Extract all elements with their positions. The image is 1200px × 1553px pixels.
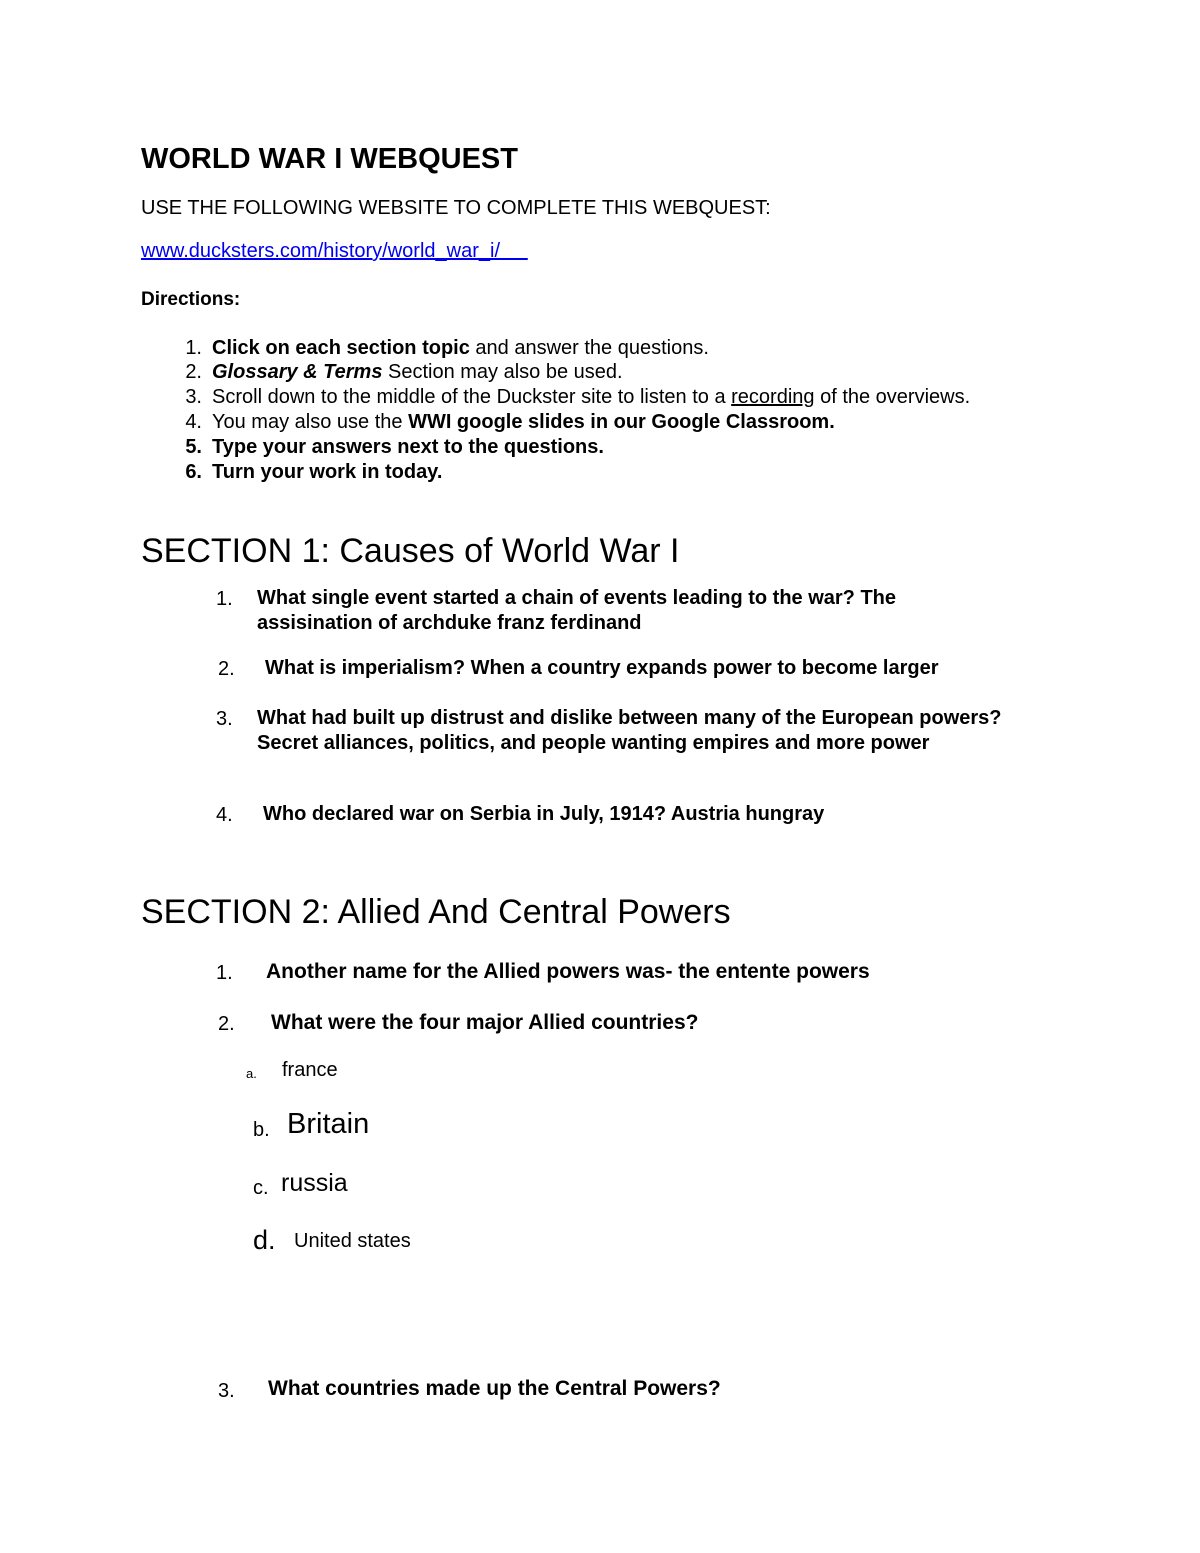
direction-number: 6.: [185, 461, 202, 483]
directions-heading: Directions:: [141, 289, 241, 310]
direction-item: [212, 411, 835, 434]
ducksters-link[interactable]: www.ducksters.com/history/world_war_i/: [141, 240, 528, 262]
country-answer: russia: [281, 1169, 348, 1197]
question-number: 2.: [218, 658, 235, 680]
direction-number: 1.: [185, 337, 202, 359]
question-text: Who declared war on Serbia in July, 1914? Austria hungray: [263, 803, 825, 825]
direction-number: 3.: [185, 386, 202, 408]
direction-underlined: recording: [731, 386, 815, 408]
section-2-title: SECTION 2: Allied And Central Powers: [141, 893, 731, 931]
direction-item: [212, 386, 970, 409]
direction-item: [212, 361, 623, 384]
country-letter: a.: [246, 1066, 257, 1081]
country-letter: c.: [253, 1177, 269, 1199]
question-number: 3.: [218, 1380, 235, 1402]
direction-text: and answer the questions.: [469, 337, 709, 359]
direction-text: You may also use the: [212, 411, 409, 433]
direction-emphasis: Glossary & Terms: [212, 361, 383, 383]
website-instruction: USE THE FOLLOWING WEBSITE TO COMPLETE THIS WEBQUEST:: [141, 197, 771, 219]
question-number: 2.: [218, 1013, 235, 1035]
question-number: 3.: [216, 708, 233, 730]
direction-item: Turn your work in today.: [212, 461, 443, 483]
question-text: What were the four major Allied countries?: [271, 1011, 699, 1034]
country-answer: france: [282, 1059, 338, 1081]
question-text: What countries made up the Central Powers?: [268, 1377, 721, 1400]
direction-number: 4.: [185, 411, 202, 433]
country-answer: United states: [294, 1230, 411, 1252]
question-number: 1.: [216, 588, 233, 610]
direction-text: Scroll down to the middle of the Duckster site to listen to a: [212, 386, 732, 408]
direction-emphasis: Click on each section topic: [212, 337, 470, 359]
question-text: Another name for the Allied powers was- the entente powers: [266, 960, 870, 983]
question-text: What is imperialism? When a country expands power to become larger: [265, 657, 939, 679]
direction-item: Type your answers next to the questions.: [212, 436, 604, 458]
direction-item: [212, 337, 709, 360]
country-letter: b.: [253, 1119, 270, 1141]
document-title: WORLD WAR I WEBQUEST: [141, 143, 518, 175]
direction-text: of the overviews.: [814, 386, 971, 408]
question-text: What had built up distrust and dislike between many of the European powers? Secret alliances, politics, and people wanting empires and more power: [257, 707, 1002, 754]
direction-text: Section may also be used.: [382, 361, 623, 383]
country-answer: Britain: [287, 1108, 370, 1140]
question-number: 4.: [216, 804, 233, 826]
direction-emphasis: WWI google slides in our Google Classroom.: [408, 411, 835, 433]
question-text: What single event started a chain of events leading to the war? The assisination of archduke franz ferdinand: [257, 587, 897, 634]
direction-number: 2.: [185, 361, 202, 383]
direction-number: 5.: [185, 436, 202, 458]
country-letter: d.: [253, 1225, 276, 1255]
section-1-title: SECTION 1: Causes of World War I: [141, 532, 680, 570]
question-number: 1.: [216, 962, 233, 984]
